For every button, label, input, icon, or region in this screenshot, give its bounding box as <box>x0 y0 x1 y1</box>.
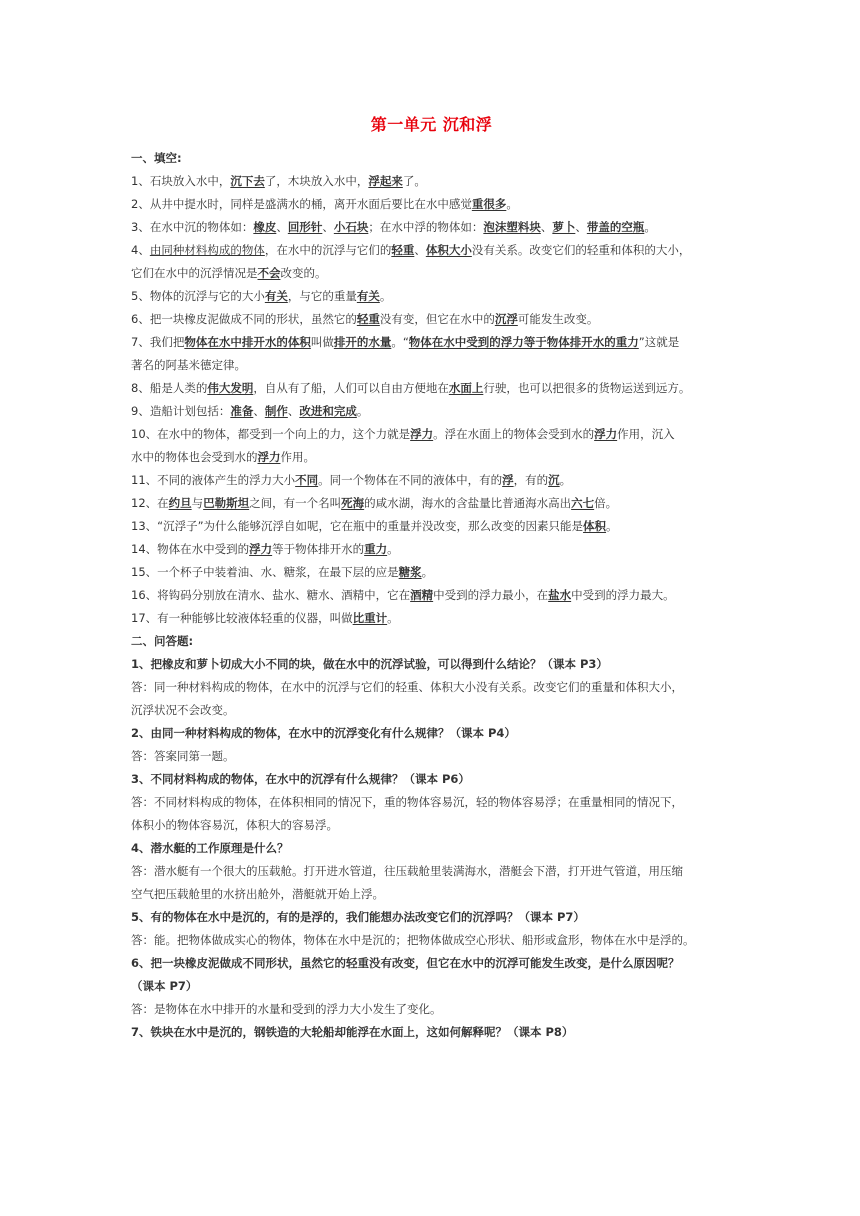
answer-blank: 约旦 <box>168 496 192 510</box>
body-text: ，在水中的沉浮与它们的 <box>264 243 392 257</box>
answer-blank: 不会 <box>257 266 281 280</box>
text-line <box>131 722 732 745</box>
body-text: 之间，有一个名叫 <box>249 496 342 510</box>
body-text: 体积小的物体容易沉，体积大的容易浮。 <box>131 818 338 832</box>
question-text: 5、有的物体在水中是沉的，有的是浮的，我们能想办法改变它们的沉浮吗？（课本 P7） <box>131 910 585 924</box>
answer-blank: 泡沫塑料块 <box>483 220 541 234</box>
text-line <box>131 768 732 791</box>
answer-blank: 比重计 <box>352 611 388 625</box>
body-text: 。 <box>644 220 656 234</box>
answer-blank: 改进和完成 <box>299 404 357 418</box>
text-line <box>131 538 732 561</box>
body-text: 没有变，但它在水中的 <box>379 312 495 326</box>
text-line <box>131 423 732 446</box>
answer-blank: 物体在水中受到的浮力等于物体排开水的重力 <box>408 335 639 349</box>
body-text: 作用。 <box>280 450 315 464</box>
body-text: 9、造船计划包括： <box>131 404 231 418</box>
underlined-text: 由同种材料构成的物体 <box>149 243 265 257</box>
answer-blank: 沉浮 <box>494 312 518 326</box>
text-line <box>131 170 732 193</box>
body-text: ，与它的重量 <box>287 289 357 303</box>
body-text: ；在水中浮的物体如： <box>368 220 484 234</box>
body-text: 3、在水中沉的物体如： <box>131 220 254 234</box>
text-line <box>131 791 732 814</box>
text-line <box>131 975 732 998</box>
qa-lines <box>131 653 732 1044</box>
question-text: （课本 P7） <box>131 979 198 993</box>
qa-section <box>131 630 732 1044</box>
body-text: 。 <box>387 542 399 556</box>
body-text: 8、船是人类的 <box>131 381 208 395</box>
answer-blank: 巴勒斯坦 <box>203 496 250 510</box>
answer-blank: 重力 <box>364 542 388 556</box>
body-text: 水中的物体也会受到水的 <box>131 450 258 464</box>
text-line <box>131 193 732 216</box>
text-line <box>131 239 732 262</box>
body-text: 、 <box>253 404 265 418</box>
body-text: 改变的。 <box>280 266 327 280</box>
body-text: 。同一个物体在不同的液体中，有的 <box>318 473 503 487</box>
text-line <box>131 814 732 837</box>
body-text: 中受到的浮力最大。 <box>571 588 675 602</box>
answer-blank: 沉下去 <box>230 174 265 188</box>
body-text: 16、将钩码分别放在清水、盐水、糖水、酒精中，它在 <box>131 588 411 602</box>
text-line <box>131 446 732 469</box>
body-text: 答：不同材料构成的物体，在体积相同的情况下，重的物体容易沉，轻的物体容易浮；在重量相同的情况下， <box>131 795 683 809</box>
body-text: 4、 <box>131 243 150 257</box>
answer-blank: 酒精 <box>410 588 434 602</box>
body-text: 了，木块放入水中， <box>264 174 369 188</box>
body-text: 。 <box>356 404 369 418</box>
body-text: 行驶，也可以把很多的货物运送到远方。 <box>483 381 691 395</box>
body-text: 、 <box>540 220 553 234</box>
answer-blank: 体积 <box>583 519 607 533</box>
body-text: 倍。 <box>594 496 618 510</box>
body-text: 、 <box>287 404 300 418</box>
body-text: 10、在水中的物体，都受到一个向上的力，这个力就是 <box>131 427 411 441</box>
text-line <box>131 952 732 975</box>
question-text: 3、不同材料构成的物体，在水中的沉浮有什么规律？（课本 P6） <box>131 772 470 786</box>
body-text: 、 <box>414 243 426 257</box>
body-text: 答：是物体在水中排开的水量和受到的浮力大小发生了变化。 <box>131 1002 442 1016</box>
answer-blank: 有关 <box>264 289 288 303</box>
text-line <box>131 998 732 1021</box>
question-text: 7、铁块在水中是沉的，钢铁造的大轮船却能浮在水面上，这如何解释呢？（课本 P8） <box>131 1025 574 1039</box>
text-line <box>131 883 732 906</box>
answer-blank: 浮起来 <box>368 174 403 188</box>
text-line <box>131 745 732 768</box>
body-text: 、 <box>322 220 334 234</box>
answer-blank: 带盖的空瓶 <box>586 220 645 234</box>
body-text: 作用，沉入 <box>617 427 675 441</box>
answer-blank: 死海 <box>341 496 365 510</box>
answer-blank: 制作 <box>264 404 288 418</box>
answer-blank: 水面上 <box>448 381 484 395</box>
question-text: 4、潜水艇的工作原理是什么？ <box>131 841 289 855</box>
answer-blank: 轻重 <box>391 243 415 257</box>
body-text: 。 <box>559 473 572 487</box>
text-line <box>131 906 732 929</box>
fill-in-section <box>131 147 732 630</box>
answer-blank: 体积大小 <box>425 243 472 257</box>
answer-blank: 准备 <box>230 404 254 418</box>
body-text: 7、我们把 <box>131 335 185 349</box>
body-text: 没有关系。改变它们的轻重和体积的大小， <box>471 243 691 257</box>
body-text: 。浮在水面上的物体会受到水的 <box>433 427 595 441</box>
answer-blank: 萝卜 <box>552 220 576 234</box>
text-line <box>131 860 732 883</box>
answer-blank: 糖浆 <box>398 565 422 579</box>
body-text: 它们在水中的沉浮情况是 <box>131 266 258 280</box>
answer-blank: 盐水 <box>548 588 572 602</box>
body-text: 5、物体的沉浮与它的大小 <box>131 289 265 303</box>
body-text: 15、一个杯子中装着油、水、糖浆，在最下层的应是 <box>131 565 399 579</box>
body-text: 答：能。把物体做成实心的物体，物体在水中是沉的；把物体做成空心形状、船形或盒形，物体在水中是浮的。 <box>131 933 695 947</box>
text-line <box>131 699 732 722</box>
text-line <box>131 676 732 699</box>
text-line <box>131 285 732 308</box>
body-text: 、 <box>575 220 587 234</box>
answer-blank: 浮力 <box>410 427 434 441</box>
body-text: 。 <box>421 565 434 579</box>
body-text: ，有的 <box>513 473 549 487</box>
body-text: 沉浮状况不会改变。 <box>131 703 235 717</box>
body-text: 了。 <box>402 174 426 188</box>
answer-blank: 物体在水中排开水的体积 <box>184 335 311 349</box>
answer-blank: 浮力 <box>257 450 281 464</box>
answer-blank: 有关 <box>356 289 380 303</box>
text-line <box>131 469 732 492</box>
answer-blank: 浮力 <box>594 427 618 441</box>
text-line <box>131 400 732 423</box>
text-line <box>131 653 732 676</box>
text-line <box>131 837 732 860</box>
answer-blank: 排开的水量 <box>333 335 392 349</box>
qa-heading: 二、问答题: <box>131 634 194 648</box>
text-line <box>131 331 732 354</box>
answer-blank: 轻重 <box>356 312 380 326</box>
body-text: 14、物体在水中受到的 <box>131 542 250 556</box>
text-line <box>131 492 732 515</box>
answer-blank: 沉 <box>548 473 560 487</box>
text-line <box>131 377 732 400</box>
body-text: 1、石块放入水中， <box>131 174 231 188</box>
body-text: ”这就是 <box>638 335 680 349</box>
text-line <box>131 1021 732 1044</box>
body-text: 。 <box>506 197 518 211</box>
body-text: 、 <box>276 220 288 234</box>
body-text: 答：潜水艇有一个很大的压载舱。打开进水管道，往压载舱里装满海水，潜艇会下潜，打开进气管道，用压缩 <box>131 864 683 878</box>
answer-blank: 浮力 <box>249 542 273 556</box>
body-text: 答：同一种材料构成的物体，在水中的沉浮与它们的轻重、体积大小没有关系。改变它们的重量和体积大小， <box>131 680 683 694</box>
text-line <box>131 607 732 630</box>
body-text: ，自从有了船，人们可以自由方便地在 <box>253 381 449 395</box>
text-line <box>131 929 732 952</box>
body-text: 叫做 <box>310 335 334 349</box>
body-text: 2、从井中提水时，同样是盛满水的桶，离开水面后要比在水中感觉 <box>131 197 472 211</box>
answer-blank: 伟大发明 <box>207 381 254 395</box>
text-line <box>131 515 732 538</box>
answer-blank: 不同 <box>295 473 319 487</box>
body-text: 可能发生改变。 <box>517 312 599 326</box>
answer-blank: 橡皮 <box>253 220 277 234</box>
body-text: 等于物体排开水的 <box>272 542 365 556</box>
body-text: 11、不同的液体产生的浮力大小 <box>131 473 296 487</box>
answer-blank: 重很多 <box>471 197 507 211</box>
body-text: 。 <box>379 289 392 303</box>
body-text: 著名的阿基米德定律。 <box>131 358 246 372</box>
question-text: 6、把一块橡皮泥做成不同形状，虽然它的轻重没有改变，但它在水中的沉浮可能发生改变，是什么原因呢？ <box>131 956 680 970</box>
text-line <box>131 561 732 584</box>
text-line <box>131 584 732 607</box>
answer-blank: 回形针 <box>287 220 323 234</box>
body-text: 答：答案同第一题。 <box>131 749 235 763</box>
text-line <box>131 262 732 285</box>
body-text: 中受到的浮力最小，在 <box>433 588 549 602</box>
body-text: 。“ <box>391 335 409 349</box>
answer-blank: 六七 <box>571 496 595 510</box>
answer-blank: 浮 <box>502 473 514 487</box>
question-text: 2、由同一种材料构成的物体，在水中的沉浮变化有什么规律？（课本 P4） <box>131 726 516 740</box>
body-text: 。 <box>606 519 618 533</box>
text-line <box>131 308 732 331</box>
fill-in-heading: 一、填空: <box>131 151 182 165</box>
question-text: 1、把橡皮和萝卜切成大小不同的块，做在水中的沉浮试验，可以得到什么结论？（课本 P3） <box>131 657 608 671</box>
body-text: 17、有一种能够比较液体轻重的仪器，叫做 <box>131 611 353 625</box>
text-line <box>131 354 732 377</box>
body-text: 12、在 <box>131 496 169 510</box>
body-text: 13、“沉浮子”为什么能够沉浮自如呢，它在瓶中的重量并没改变，那么改变的因素只能是 <box>131 519 584 533</box>
body-text: 与 <box>191 496 204 510</box>
body-text: 。 <box>387 611 399 625</box>
answer-blank: 小石块 <box>333 220 369 234</box>
fill-in-lines <box>131 170 732 630</box>
document-title: 第一单元 沉和浮 <box>370 115 493 134</box>
body-text: 6、把一块橡皮泥做成不同的形状，虽然它的 <box>131 312 357 326</box>
body-text: 空气把压载舱里的水挤出舱外，潜艇就开始上浮。 <box>131 887 384 901</box>
text-line <box>131 216 732 239</box>
body-text: 的咸水湖，海水的含盐量比普通海水高出 <box>364 496 572 510</box>
